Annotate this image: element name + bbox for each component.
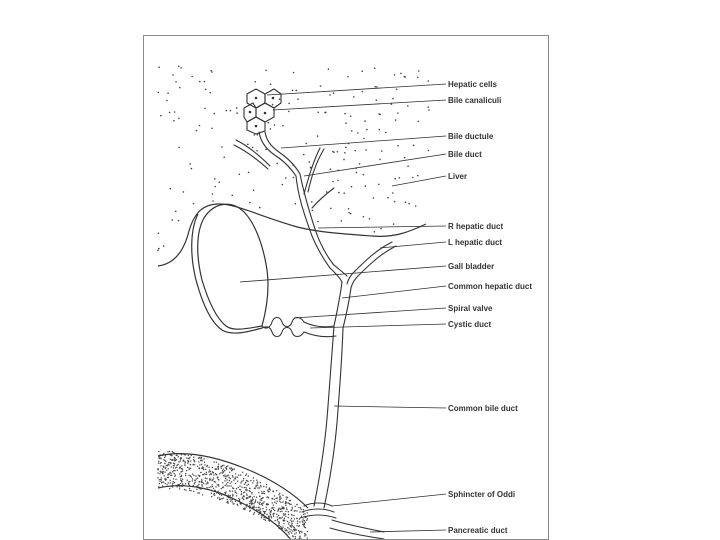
leader-bile-ductule [281,136,446,148]
label-hepatic-cells: Hepatic cells [448,80,497,89]
leader-spiral-valve [294,308,446,318]
bile-ductule-path [259,132,300,176]
label-bile-canaliculi: Bile canaliculi [448,96,502,105]
leader-liver [392,176,446,186]
gall-bladder-inner [192,214,262,333]
sphincter-of-oddi [300,503,336,518]
label-common-bile-duct: Common bile duct [448,404,518,413]
common-bile-duct-path [314,326,343,508]
label-bile-ductule: Bile ductule [448,132,494,141]
leader-common-bile-duct [334,406,446,408]
label-l-hepatic-duct: L hepatic duct [448,238,503,247]
spiral-valve [262,318,304,337]
labels [448,80,532,535]
l-hepatic-duct-path [347,242,396,288]
label-gall-bladder: Gall bladder [448,262,495,271]
pancreatic-duct-path [330,520,384,539]
label-bile-duct: Bile duct [448,150,482,159]
biliary-tree-diagram [144,36,549,540]
bile-duct-path [296,174,333,268]
label-liver: Liver [448,172,468,181]
label-pancreatic-duct: Pancreatic duct [448,526,508,535]
leader-hepatic-cells [267,84,446,95]
label-r-hepatic-duct: R hepatic duct [448,222,504,231]
common-hepatic-duct-path [334,282,351,328]
leader-sphincter-of-oddi [332,494,446,506]
leader-lines [240,84,446,532]
biliary-tree [234,132,396,508]
hepatic-cells-cluster [244,89,281,134]
leader-gall-bladder [240,266,446,282]
gall-bladder [198,204,268,329]
leader-common-hepatic-duct [342,286,446,298]
label-spiral-valve: Spiral valve [448,304,493,313]
cystic-duct-path [304,322,336,337]
leader-bile-duct [304,154,446,176]
diagram-frame [143,35,549,540]
label-cystic-duct: Cystic duct [448,320,492,329]
leader-r-hepatic-duct [318,226,446,228]
leader-bile-canaliculi [273,100,446,110]
r-hepatic-duct-path [330,264,347,282]
label-sphincter-of-oddi: Sphincter of Oddi [448,490,516,499]
label-common-hepatic-duct: Common hepatic duct [448,282,533,291]
